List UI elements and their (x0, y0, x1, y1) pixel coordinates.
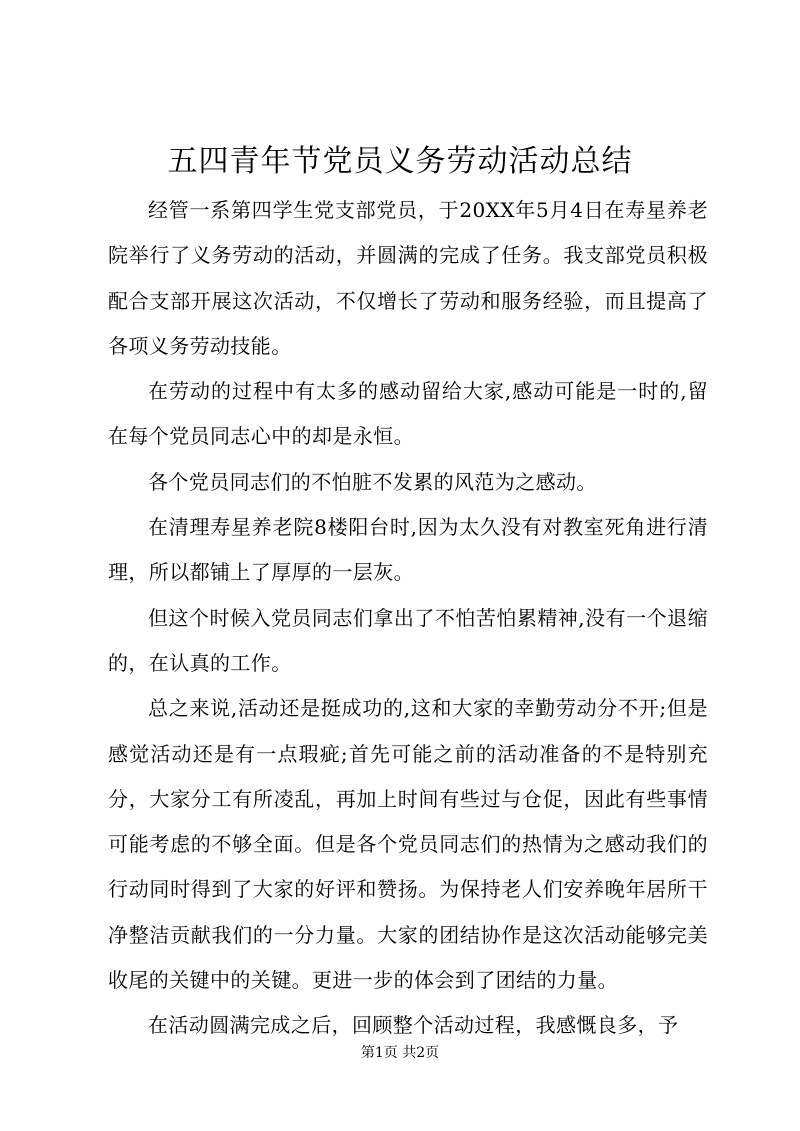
paragraph: 各个党员同志们的不怕脏不发累的风范为之感动。 (148, 469, 597, 494)
paragraph: 在劳动的过程中有太多的感动留给大家,感动可能是一时的,留在每个党员同志心中的却是永恒。 (108, 379, 708, 449)
document-body (108, 188, 708, 1049)
page-footer: 第1页 共2页 (360, 1045, 440, 1061)
paragraph: 但这个时候入党员同志们拿出了不怕苦怕累精神,没有一个退缩的，在认真的工作。 (108, 605, 708, 675)
paragraph: 经管一系第四学生党支部党员，于20XX年5月4日在寿星养老院举行了义务劳动的活动，并圆满的完成了任务。我支部党员积极配合支部开展这次活动，不仅增长了劳动和服务经验，而且提高了各项义务劳动技能。 (108, 198, 708, 358)
paragraph: 在活动圆满完成之后，回顾整个活动过程，我感慨良多，予 (148, 1013, 679, 1038)
document-title: 五四青年节党员义务劳动活动总结 (167, 144, 633, 179)
paragraph: 总之来说,活动还是挺成功的,这和大家的幸勤劳动分不开;但是感觉活动还是有一点瑕疵;首先可能之前的活动准备的不是特别充分，大家分工有所凌乱，再加上时间有些过与仓促，因此有些事情可能考虑的不够全面。但是各个党员同志们的热情为之感动我们的行动同时得到了大家的好评和赞扬。为保持老人们安养晚年居所干净整洁贡献我们的一分力量。大家的团结协作是这次活动能够完美收尾的关键中的关键。更进一步的体会到了团结的力量。 (108, 696, 708, 993)
paragraph: 在清理寿星养老院8楼阳台时,因为太久没有对教室死角进行清理，所以都铺上了厚厚的一层灰。 (108, 515, 708, 585)
